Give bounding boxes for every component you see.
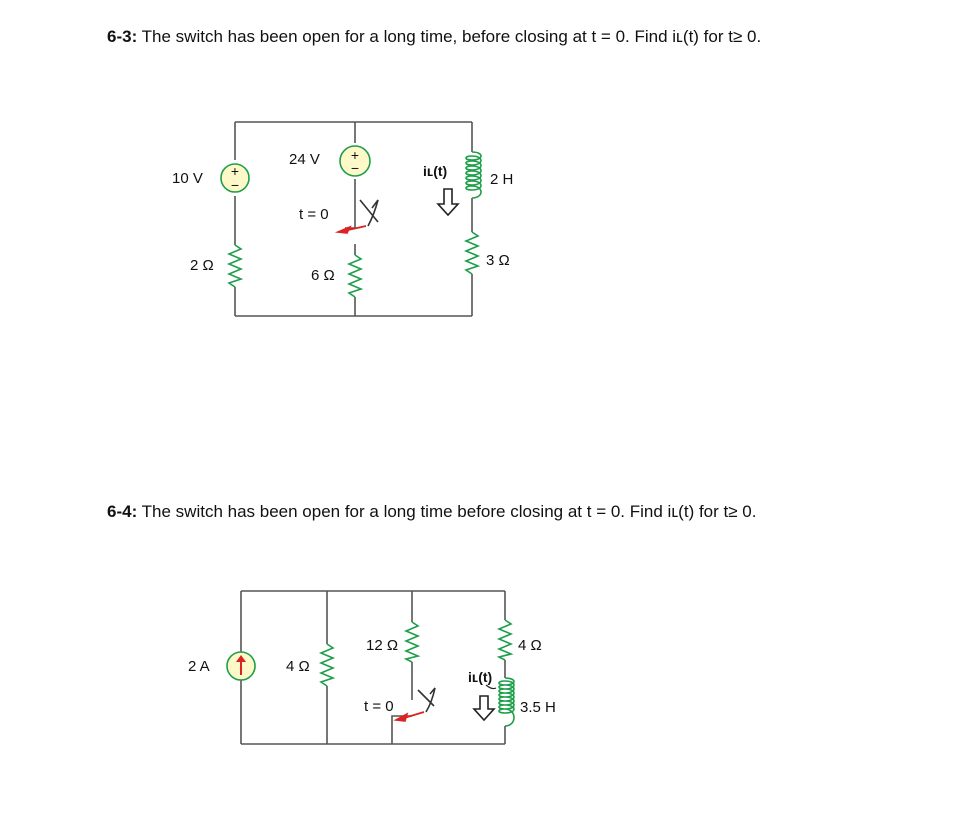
minus-sign: − — [230, 177, 240, 193]
label-24v: 24 V — [289, 151, 320, 168]
problem-number: 6-4: — [107, 502, 138, 521]
label-2h: 2 H — [490, 171, 514, 188]
resistor-4ohm-left — [321, 644, 333, 686]
label-2a: 2 A — [188, 658, 210, 675]
label-4ohm-right: 4 Ω — [518, 637, 542, 654]
label-12ohm: 12 Ω — [366, 637, 399, 654]
switch-t0 — [396, 688, 435, 721]
label-current: iʟ(t) — [423, 163, 448, 179]
minus-sign: − — [350, 160, 360, 176]
label-3-5h: 3.5 H — [520, 699, 556, 716]
current-leader — [486, 685, 496, 689]
label-2ohm: 2 Ω — [190, 257, 214, 274]
plus-sign: + — [350, 147, 360, 163]
label-10v: 10 V — [172, 170, 203, 187]
problem-text: The switch has been open for a long time, before closing at t = 0. Find iʟ(t) for t≥ 0. — [137, 27, 762, 46]
resistor-6ohm — [349, 255, 361, 297]
label-switch: t = 0 — [299, 206, 329, 223]
voltage-source-10v — [221, 163, 249, 193]
resistor-4ohm-right — [499, 620, 511, 660]
inductor-3-5h — [499, 678, 514, 726]
current-arrow-icon — [438, 189, 458, 215]
wire-mid-switch — [345, 179, 355, 228]
problem-text: The switch has been open for a long time before closing at t = 0. Find iʟ(t) for t≥ 0. — [137, 502, 757, 521]
resistor-12ohm — [406, 622, 418, 662]
label-3ohm: 3 Ω — [486, 252, 510, 269]
circuit-6-4 — [188, 591, 556, 744]
label-4ohm-left: 4 Ω — [286, 658, 310, 675]
current-source-2a — [227, 652, 255, 680]
current-arrow-icon — [474, 696, 494, 720]
voltage-source-24v — [340, 146, 370, 176]
label-6ohm: 6 Ω — [311, 267, 335, 284]
label-switch: t = 0 — [364, 698, 394, 715]
switch-t0 — [338, 200, 378, 233]
problem-number: 6-3: — [107, 27, 138, 46]
resistor-3ohm — [466, 232, 478, 274]
resistor-2ohm — [229, 245, 241, 287]
plus-sign: + — [230, 163, 240, 179]
circuit-6-3 — [172, 122, 513, 316]
label-current: iʟ(t) — [468, 669, 493, 685]
inductor-2h — [466, 152, 481, 198]
